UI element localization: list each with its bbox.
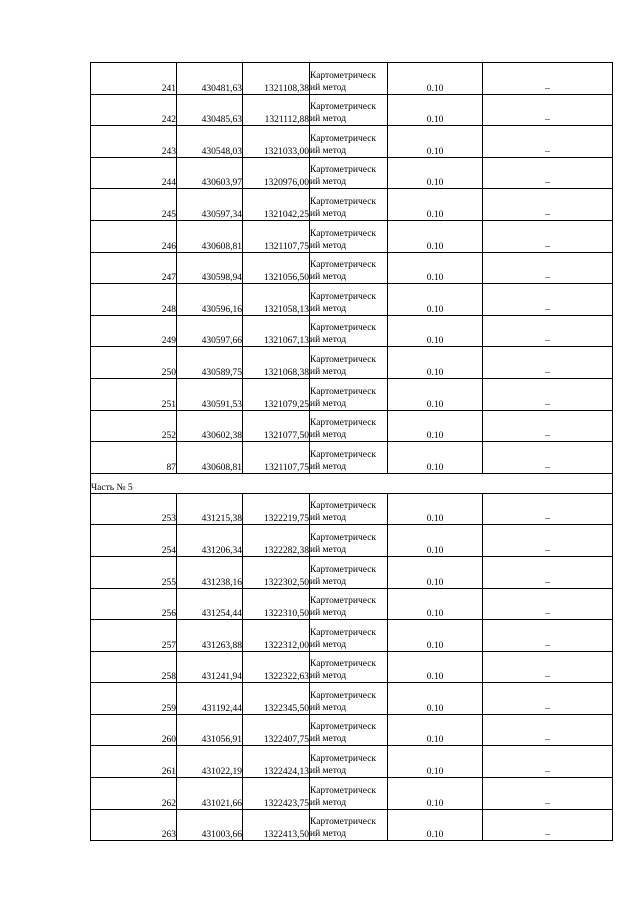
coordinate-y: 1322322,63: [243, 651, 310, 683]
coordinate-x: 431238,16: [177, 556, 243, 588]
method-line-1: Картометрическ: [310, 228, 377, 239]
coordinate-x: 431021,66: [177, 778, 243, 810]
point-number: 248: [91, 284, 177, 316]
method-cell: [310, 493, 388, 525]
accuracy-value: 0.10: [388, 746, 483, 778]
accuracy-value: 0.10: [388, 556, 483, 588]
table-row: [91, 556, 613, 588]
coordinate-y: 1322312,00: [243, 620, 310, 652]
method-line-1: Картометрическ: [310, 196, 377, 207]
coordinate-x: 431192,44: [177, 683, 243, 715]
description-value: –: [483, 714, 613, 746]
method-line-1: Картометрическ: [310, 627, 377, 638]
point-number: 252: [91, 410, 177, 442]
point-number: 253: [91, 493, 177, 525]
accuracy-value: 0.10: [388, 157, 483, 189]
table-row: [91, 809, 613, 841]
method-line-1: Картометрическ: [310, 817, 377, 828]
point-number: 263: [91, 809, 177, 841]
table-row: [91, 157, 613, 189]
description-value: –: [483, 378, 613, 410]
coordinate-y: 1321033,00: [243, 126, 310, 158]
coordinate-y: 1321042,25: [243, 189, 310, 221]
method-line-1: Картометрическ: [310, 785, 377, 796]
table-row: [91, 284, 613, 316]
method-line-2: ий метод: [310, 240, 347, 251]
table-row: [91, 220, 613, 252]
method-cell: [310, 126, 388, 158]
coordinate-x: 430481,63: [177, 63, 243, 95]
accuracy-value: 0.10: [388, 220, 483, 252]
accuracy-value: 0.10: [388, 442, 483, 474]
coordinate-x: 430608,81: [177, 442, 243, 474]
accuracy-value: 0.10: [388, 620, 483, 652]
method-cell: [310, 63, 388, 95]
coordinate-x: 430608,81: [177, 220, 243, 252]
method-line-1: Картометрическ: [310, 722, 377, 733]
coordinate-y: 1321077,50: [243, 410, 310, 442]
coordinate-x: 430598,94: [177, 252, 243, 284]
method-line-2: ий метод: [310, 208, 347, 219]
accuracy-value: 0.10: [388, 63, 483, 95]
point-number: 260: [91, 714, 177, 746]
point-number: 256: [91, 588, 177, 620]
method-line-2: ий метод: [310, 797, 347, 808]
method-cell: [310, 714, 388, 746]
method-cell: [310, 442, 388, 474]
method-cell: [310, 315, 388, 347]
method-line-2: ий метод: [310, 702, 347, 713]
description-value: –: [483, 63, 613, 95]
method-line-2: ий метод: [310, 303, 347, 314]
table-row: [91, 189, 613, 221]
method-cell: [310, 157, 388, 189]
accuracy-value: 0.10: [388, 809, 483, 841]
coordinate-y: 1322423,75: [243, 778, 310, 810]
point-number: 250: [91, 347, 177, 379]
section-header: [91, 473, 613, 493]
method-cell: [310, 94, 388, 126]
method-line-2: ий метод: [310, 335, 347, 346]
description-value: –: [483, 284, 613, 316]
method-line-1: Картометрическ: [310, 291, 377, 302]
method-line-2: ий метод: [310, 671, 347, 682]
table-body-part-b: [91, 493, 613, 841]
table-row: [91, 126, 613, 158]
description-value: –: [483, 220, 613, 252]
coordinate-x: 430589,75: [177, 347, 243, 379]
method-line-2: ий метод: [310, 639, 347, 650]
method-line-2: ий метод: [310, 766, 347, 777]
table-row: [91, 94, 613, 126]
method-line-2: ий метод: [310, 272, 347, 283]
table-row: [91, 588, 613, 620]
coordinate-x: 431056,91: [177, 714, 243, 746]
section-title: Часть № 5: [91, 473, 613, 493]
method-cell: [310, 620, 388, 652]
coordinate-x: 431022,19: [177, 746, 243, 778]
coordinate-x: 431215,38: [177, 493, 243, 525]
table-row: [91, 525, 613, 557]
method-line-2: ий метод: [310, 430, 347, 441]
method-line-1: Картометрическ: [310, 659, 377, 670]
accuracy-value: 0.10: [388, 189, 483, 221]
description-value: –: [483, 525, 613, 557]
coordinate-x: 431241,94: [177, 651, 243, 683]
method-line-1: Картометрическ: [310, 564, 377, 575]
method-line-2: ий метод: [310, 177, 347, 188]
description-value: –: [483, 442, 613, 474]
method-line-1: Картометрическ: [310, 596, 377, 607]
table-row: [91, 620, 613, 652]
coordinate-y: 1321108,38: [243, 63, 310, 95]
description-value: –: [483, 315, 613, 347]
accuracy-value: 0.10: [388, 493, 483, 525]
table-row: [91, 651, 613, 683]
coordinate-y: 1322310,50: [243, 588, 310, 620]
point-number: 257: [91, 620, 177, 652]
description-value: –: [483, 620, 613, 652]
point-number: 258: [91, 651, 177, 683]
method-line-2: ий метод: [310, 366, 347, 377]
description-value: –: [483, 556, 613, 588]
coordinate-y: 1321112,88: [243, 94, 310, 126]
method-cell: [310, 778, 388, 810]
accuracy-value: 0.10: [388, 94, 483, 126]
coordinate-x: 430485,63: [177, 94, 243, 126]
point-number: 245: [91, 189, 177, 221]
method-line-2: ий метод: [310, 576, 347, 587]
accuracy-value: 0.10: [388, 284, 483, 316]
description-value: –: [483, 347, 613, 379]
coordinate-y: 1322413,50: [243, 809, 310, 841]
method-line-1: Картометрическ: [310, 70, 377, 81]
description-value: –: [483, 778, 613, 810]
method-cell: [310, 410, 388, 442]
coordinate-x: 430591,53: [177, 378, 243, 410]
accuracy-value: 0.10: [388, 651, 483, 683]
coordinate-y: 1321067,13: [243, 315, 310, 347]
accuracy-value: 0.10: [388, 410, 483, 442]
coordinate-x: 430548,03: [177, 126, 243, 158]
coordinate-y: 1322407,75: [243, 714, 310, 746]
method-line-1: Картометрическ: [310, 501, 377, 512]
point-number: 259: [91, 683, 177, 715]
description-value: –: [483, 94, 613, 126]
point-number: 246: [91, 220, 177, 252]
coordinate-x: 430602,38: [177, 410, 243, 442]
method-cell: [310, 556, 388, 588]
coordinate-y: 1322282,38: [243, 525, 310, 557]
coordinate-y: 1321079,25: [243, 378, 310, 410]
method-line-2: ий метод: [310, 544, 347, 555]
method-cell: [310, 347, 388, 379]
table-row: [91, 778, 613, 810]
method-line-2: ий метод: [310, 734, 347, 745]
accuracy-value: 0.10: [388, 378, 483, 410]
method-line-1: Картометрическ: [310, 323, 377, 334]
point-number: 242: [91, 94, 177, 126]
coordinate-y: 1321107,75: [243, 442, 310, 474]
method-line-2: ий метод: [310, 461, 347, 472]
coordinate-y: 1321068,38: [243, 347, 310, 379]
method-cell: [310, 651, 388, 683]
description-value: –: [483, 126, 613, 158]
method-line-1: Картометрическ: [310, 690, 377, 701]
point-number: 247: [91, 252, 177, 284]
coordinate-y: 1320976,00: [243, 157, 310, 189]
method-line-2: ий метод: [310, 398, 347, 409]
table-row: [91, 63, 613, 95]
coordinate-x: 431254,44: [177, 588, 243, 620]
description-value: –: [483, 683, 613, 715]
description-value: –: [483, 809, 613, 841]
coordinate-y: 1322424,13: [243, 746, 310, 778]
point-number: 255: [91, 556, 177, 588]
method-line-1: Картометрическ: [310, 386, 377, 397]
point-number: 244: [91, 157, 177, 189]
coordinate-x: 430597,34: [177, 189, 243, 221]
method-cell: [310, 252, 388, 284]
method-cell: [310, 683, 388, 715]
coordinate-y: 1322345,50: [243, 683, 310, 715]
table-row: [91, 683, 613, 715]
coordinate-x: 430597,66: [177, 315, 243, 347]
method-line-1: Картометрическ: [310, 418, 377, 429]
method-line-1: Картометрическ: [310, 532, 377, 543]
method-line-1: Картометрическ: [310, 449, 377, 460]
coordinate-y: 1321056,50: [243, 252, 310, 284]
method-cell: [310, 189, 388, 221]
accuracy-value: 0.10: [388, 588, 483, 620]
description-value: –: [483, 252, 613, 284]
coordinate-x: 431003,66: [177, 809, 243, 841]
method-line-2: ий метод: [310, 82, 347, 93]
description-value: –: [483, 410, 613, 442]
method-cell: [310, 378, 388, 410]
table-row: [91, 714, 613, 746]
method-line-1: Картометрическ: [310, 133, 377, 144]
description-value: –: [483, 651, 613, 683]
description-value: –: [483, 746, 613, 778]
point-number: 87: [91, 442, 177, 474]
accuracy-value: 0.10: [388, 252, 483, 284]
coordinate-y: 1322219,75: [243, 493, 310, 525]
point-number: 249: [91, 315, 177, 347]
method-line-2: ий метод: [310, 513, 347, 524]
table-body-part-a: [91, 63, 613, 474]
method-line-1: Картометрическ: [310, 102, 377, 113]
coordinate-x: 431263,88: [177, 620, 243, 652]
point-number: 261: [91, 746, 177, 778]
table-row: [91, 347, 613, 379]
accuracy-value: 0.10: [388, 778, 483, 810]
description-value: –: [483, 157, 613, 189]
coordinate-x: 431206,34: [177, 525, 243, 557]
method-cell: [310, 220, 388, 252]
method-line-1: Картометрическ: [310, 354, 377, 365]
accuracy-value: 0.10: [388, 347, 483, 379]
table-row: [91, 410, 613, 442]
coordinate-x: 430603,97: [177, 157, 243, 189]
method-cell: [310, 809, 388, 841]
method-cell: [310, 284, 388, 316]
accuracy-value: 0.10: [388, 714, 483, 746]
table-row: [91, 746, 613, 778]
point-number: 254: [91, 525, 177, 557]
method-line-1: Картометрическ: [310, 260, 377, 271]
point-number: 243: [91, 126, 177, 158]
coordinate-y: 1321058,13: [243, 284, 310, 316]
point-number: 241: [91, 63, 177, 95]
method-line-2: ий метод: [310, 608, 347, 619]
accuracy-value: 0.10: [388, 525, 483, 557]
method-line-2: ий метод: [310, 145, 347, 156]
description-value: –: [483, 588, 613, 620]
method-line-2: ий метод: [310, 114, 347, 125]
description-value: –: [483, 493, 613, 525]
section-row: [91, 473, 613, 493]
description-value: –: [483, 189, 613, 221]
method-line-1: Картометрическ: [310, 754, 377, 765]
accuracy-value: 0.10: [388, 315, 483, 347]
method-cell: [310, 588, 388, 620]
point-number: 262: [91, 778, 177, 810]
coordinate-y: 1321107,75: [243, 220, 310, 252]
accuracy-value: 0.10: [388, 683, 483, 715]
method-cell: [310, 525, 388, 557]
point-number: 251: [91, 378, 177, 410]
table-row: [91, 442, 613, 474]
table-row: [91, 378, 613, 410]
method-line-2: ий метод: [310, 829, 347, 840]
coordinate-x: 430596,16: [177, 284, 243, 316]
table-row: [91, 315, 613, 347]
coordinates-table: [90, 62, 613, 841]
accuracy-value: 0.10: [388, 126, 483, 158]
coordinate-y: 1322302,50: [243, 556, 310, 588]
table-row: [91, 493, 613, 525]
method-line-1: Картометрическ: [310, 165, 377, 176]
table-row: [91, 252, 613, 284]
method-cell: [310, 746, 388, 778]
